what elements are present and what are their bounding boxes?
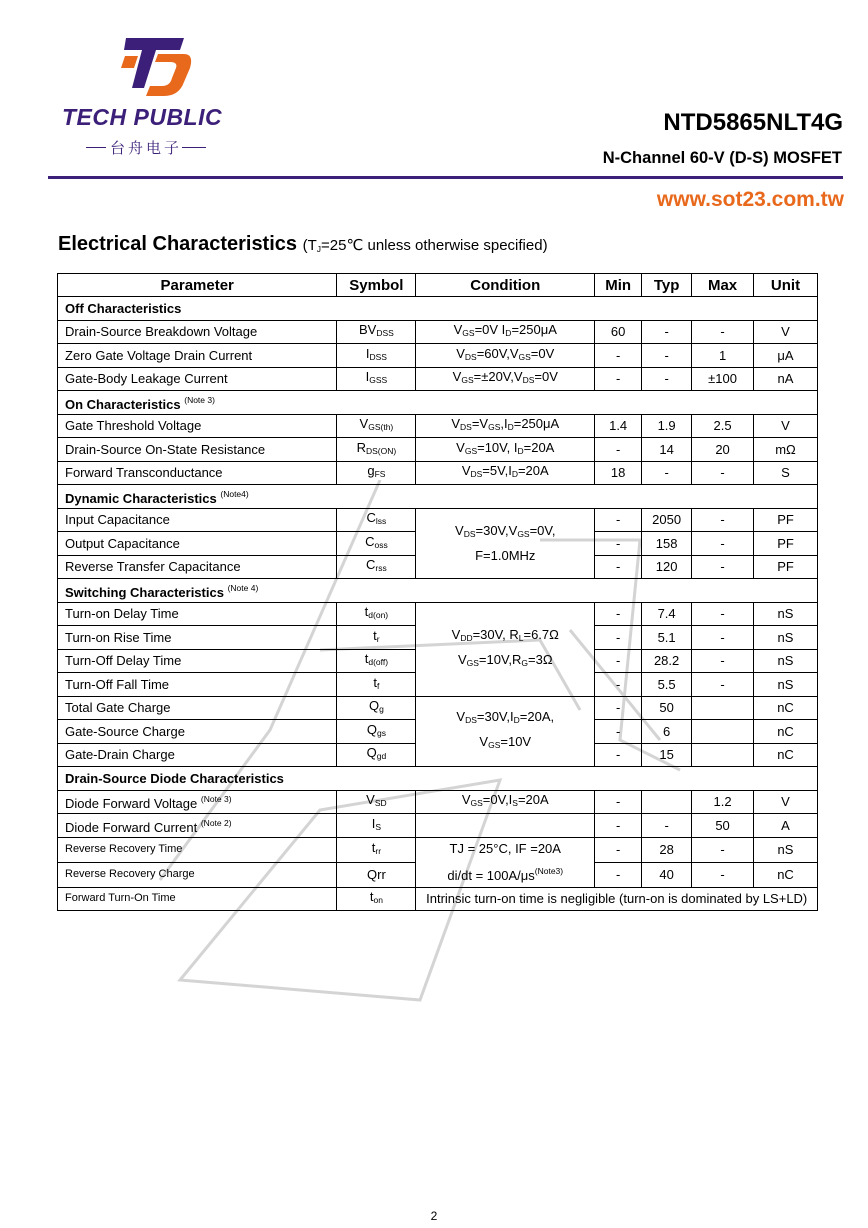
- table-cell: [692, 743, 754, 767]
- table-cell: -: [595, 367, 642, 391]
- table-cell: -: [595, 790, 642, 814]
- table-cell: Diode Forward Current $^{(Note 2)}$: [58, 814, 337, 838]
- table-cell: PF: [754, 555, 818, 579]
- table-cell: $t_{on}$: [337, 887, 416, 911]
- table-cell: Gate-Body Leakage Current: [58, 367, 337, 391]
- table-cell: Gate-Source Charge: [58, 720, 337, 744]
- table-cell: $Q_g$: [337, 696, 416, 720]
- table-cell: Reverse Recovery Time: [58, 837, 337, 862]
- table-cell: Output Capacitance: [58, 532, 337, 556]
- section-title: Electrical Characteristics ($T_J=25℃$ unless otherwise specified): [58, 233, 548, 255]
- table-cell: Diode Forward Voltage $^{(Note 3)}$: [58, 790, 337, 814]
- table-cell: A: [754, 814, 818, 838]
- table-cell: -: [595, 862, 642, 887]
- table-header-row: [58, 274, 818, 297]
- table-cell: $V_{GS}=0V$ $I_D=250\mu A$: [416, 320, 595, 344]
- table-cell: 28.2: [642, 649, 692, 673]
- table-row: [58, 367, 818, 391]
- table-cell: nS: [754, 602, 818, 626]
- table-cell: $C_{oss}$: [337, 532, 416, 556]
- table-cell: $Q_{gs}$: [337, 720, 416, 744]
- table-cell: -: [595, 720, 642, 744]
- table-cell: $V_{DS}=5V,I_D=20A$: [416, 461, 595, 485]
- table-cell: -: [595, 508, 642, 532]
- table-cell: Qrr: [337, 862, 416, 887]
- table-cell: -: [642, 461, 692, 485]
- table-cell: 50: [642, 696, 692, 720]
- table-cell: Gate-Drain Charge: [58, 743, 337, 767]
- brand-name: TECH PUBLIC: [62, 104, 223, 130]
- table-row: [58, 508, 818, 532]
- table-cell: -: [642, 320, 692, 344]
- table-cell: Dynamic Characteristics $^{(Note4)}$: [58, 485, 818, 509]
- table-cell: 2050: [642, 508, 692, 532]
- table-cell: 5.1: [642, 626, 692, 650]
- table-cell: -: [595, 696, 642, 720]
- table-cell: Input Capacitance: [58, 508, 337, 532]
- table-cell: -: [692, 320, 754, 344]
- electrical-characteristics-table: [57, 273, 818, 911]
- table-cell: 14: [642, 438, 692, 462]
- brand-divider-left: [86, 147, 106, 148]
- table-cell: 120: [642, 555, 692, 579]
- table-cell: -: [692, 602, 754, 626]
- table-cell: $t_{d(on)}$: [337, 602, 416, 626]
- table-cell: -: [595, 555, 642, 579]
- table-cell: $t_{rr}$: [337, 837, 416, 862]
- table-row: [58, 461, 818, 485]
- table-cell: $V_{DS}=60V,V_{GS}=0V$: [416, 344, 595, 368]
- table-row: [58, 790, 818, 814]
- column-header: Min: [595, 274, 642, 297]
- table-cell: $g_{FS}$: [337, 461, 416, 485]
- table-cell: 1.9: [642, 414, 692, 438]
- table-cell: -: [595, 814, 642, 838]
- page-number: 2: [430, 1209, 438, 1223]
- table-row: [58, 887, 818, 911]
- table-row: [58, 414, 818, 438]
- group-row: [58, 485, 818, 509]
- table-cell: $V_{DS}=30V,I_D=20A$, $V_{GS}=10V$: [416, 696, 595, 767]
- table-row: [58, 696, 818, 720]
- table-cell: nS: [754, 673, 818, 697]
- brand-name-cn: 台舟电子: [110, 140, 183, 157]
- table-cell: Switching Characteristics $^{(Note 4)}$: [58, 579, 818, 603]
- table-cell: -: [595, 649, 642, 673]
- table-cell: Gate Threshold Voltage: [58, 414, 337, 438]
- table-cell: Drain-Source Breakdown Voltage: [58, 320, 337, 344]
- table-cell: $R_{DS(ON)}$: [337, 438, 416, 462]
- table-cell: -: [692, 649, 754, 673]
- table-cell: $I_{GSS}$: [337, 367, 416, 391]
- table-cell: $V_{DD}=30V$, $R_L=6.7\Omega$ $V_{GS}=10V,R_G=3\Omega$: [416, 602, 595, 696]
- column-header: Symbol: [337, 274, 416, 297]
- table-cell: $V_{GS}=10V$, $I_D=20A$: [416, 438, 595, 462]
- table-cell: 1.2: [692, 790, 754, 814]
- table-cell: Zero Gate Voltage Drain Current: [58, 344, 337, 368]
- table-cell: -: [642, 344, 692, 368]
- table-row: [58, 814, 818, 838]
- table-cell: $t_f$: [337, 673, 416, 697]
- table-cell: 1: [692, 344, 754, 368]
- table-cell: PF: [754, 508, 818, 532]
- table-cell: -: [595, 602, 642, 626]
- website-link[interactable]: www.sot23.com.tw: [656, 188, 844, 211]
- table-cell: [642, 790, 692, 814]
- table-cell: 7.4: [642, 602, 692, 626]
- table-cell: nS: [754, 837, 818, 862]
- table-cell: V: [754, 790, 818, 814]
- table-cell: nC: [754, 862, 818, 887]
- table-cell: Turn-on Delay Time: [58, 602, 337, 626]
- table-cell: -: [692, 626, 754, 650]
- table-cell: $V_{GS}=\pm 20V,V_{DS}=0V$: [416, 367, 595, 391]
- table-cell: 20: [692, 438, 754, 462]
- table-cell: $Q_{gd}$: [337, 743, 416, 767]
- table-cell: Reverse Transfer Capacitance: [58, 555, 337, 579]
- table-cell: $V_{GS}=0V,I_S=20A$: [416, 790, 595, 814]
- section-condition: ($T_J=25℃$ unless otherwise specified): [302, 237, 548, 254]
- table-cell: Drain-Source On-State Resistance: [58, 438, 337, 462]
- table-cell: 1.4: [595, 414, 642, 438]
- table-cell: nC: [754, 720, 818, 744]
- part-number: NTD5865NLT4G: [663, 109, 843, 136]
- table-cell: -: [595, 837, 642, 862]
- table-cell: $C_{lss}$: [337, 508, 416, 532]
- column-header: Parameter: [58, 274, 337, 297]
- table-cell: nC: [754, 696, 818, 720]
- table-cell: $V_{DS}=30V,V_{GS}=0V$, F=1.0MHz: [416, 508, 595, 579]
- table-row: [58, 344, 818, 368]
- table-cell: $t_r$: [337, 626, 416, 650]
- table-cell: -: [692, 673, 754, 697]
- table-cell: Turn-Off Fall Time: [58, 673, 337, 697]
- table-cell: -: [692, 837, 754, 862]
- table-cell: $V_{GS(th)}$: [337, 414, 416, 438]
- table-cell: -: [692, 508, 754, 532]
- table-cell: On Characteristics $^{(Note 3)}$: [58, 391, 818, 415]
- table-cell: $BV_{DSS}$: [337, 320, 416, 344]
- table-cell: 15: [642, 743, 692, 767]
- table-cell: $V_{SD}$: [337, 790, 416, 814]
- table-cell: $I_S$: [337, 814, 416, 838]
- table-cell: 5.5: [642, 673, 692, 697]
- column-header: Unit: [754, 274, 818, 297]
- table-cell: 28: [642, 837, 692, 862]
- table-row: [58, 320, 818, 344]
- table-cell: nA: [754, 367, 818, 391]
- table-cell: -: [692, 862, 754, 887]
- table-row: [58, 602, 818, 626]
- table-cell: [692, 696, 754, 720]
- table-cell: 50: [692, 814, 754, 838]
- header-rule: [48, 176, 843, 179]
- part-description: N-Channel 60-V (D-S) MOSFET: [602, 149, 842, 167]
- column-header: Condition: [416, 274, 595, 297]
- table-cell: Intrinsic turn-on time is negligible (turn-on is dominated by LS+LD): [416, 887, 818, 911]
- table-cell: V: [754, 414, 818, 438]
- table-cell: [416, 814, 595, 838]
- table-cell: 158: [642, 532, 692, 556]
- table-cell: 6: [642, 720, 692, 744]
- brand-divider-right: [182, 147, 206, 148]
- group-row: [58, 767, 818, 791]
- table-cell: $t_{d(off)}$: [337, 649, 416, 673]
- table-row: [58, 837, 818, 862]
- table-cell: 18: [595, 461, 642, 485]
- table-cell: Forward Transconductance: [58, 461, 337, 485]
- group-row: [58, 297, 818, 321]
- group-row: [58, 579, 818, 603]
- table-cell: $C_{rss}$: [337, 555, 416, 579]
- table-cell: Turn-Off Delay Time: [58, 649, 337, 673]
- table-cell: -: [595, 344, 642, 368]
- table-cell: V: [754, 320, 818, 344]
- table-cell: Reverse Recovery Charge: [58, 862, 337, 887]
- table-cell: 60: [595, 320, 642, 344]
- table-cell: mΩ: [754, 438, 818, 462]
- table-cell: -: [642, 367, 692, 391]
- table-cell: -: [595, 673, 642, 697]
- table-cell: Forward Turn-On Time: [58, 887, 337, 911]
- group-row: [58, 391, 818, 415]
- table-cell: Off Characteristics: [58, 297, 818, 321]
- table-cell: nS: [754, 626, 818, 650]
- table-cell: nS: [754, 649, 818, 673]
- table-cell: Drain-Source Diode Characteristics: [58, 767, 818, 791]
- table-cell: $V_{DS}=V_{GS},I_D=250\mu A$: [416, 414, 595, 438]
- table-cell: -: [595, 743, 642, 767]
- table-cell: -: [692, 532, 754, 556]
- table-cell: -: [642, 814, 692, 838]
- table-cell: ±100: [692, 367, 754, 391]
- table-cell: S: [754, 461, 818, 485]
- table-cell: [692, 720, 754, 744]
- table-row: [58, 438, 818, 462]
- table-cell: Total Gate Charge: [58, 696, 337, 720]
- table-cell: TJ = 25°C, IF =20A $di/dt = 100A/\mu s^{(Note3)}$: [416, 837, 595, 887]
- table-cell: -: [595, 438, 642, 462]
- table-cell: $I_{DSS}$: [337, 344, 416, 368]
- column-header: Max: [692, 274, 754, 297]
- table-cell: μA: [754, 344, 818, 368]
- table-cell: PF: [754, 532, 818, 556]
- table-cell: -: [595, 626, 642, 650]
- table-cell: 2.5: [692, 414, 754, 438]
- table-cell: -: [692, 461, 754, 485]
- table-cell: nC: [754, 743, 818, 767]
- table-cell: Turn-on Rise Time: [58, 626, 337, 650]
- table-cell: -: [692, 555, 754, 579]
- table-cell: 40: [642, 862, 692, 887]
- column-header: Typ: [642, 274, 692, 297]
- table-cell: -: [595, 532, 642, 556]
